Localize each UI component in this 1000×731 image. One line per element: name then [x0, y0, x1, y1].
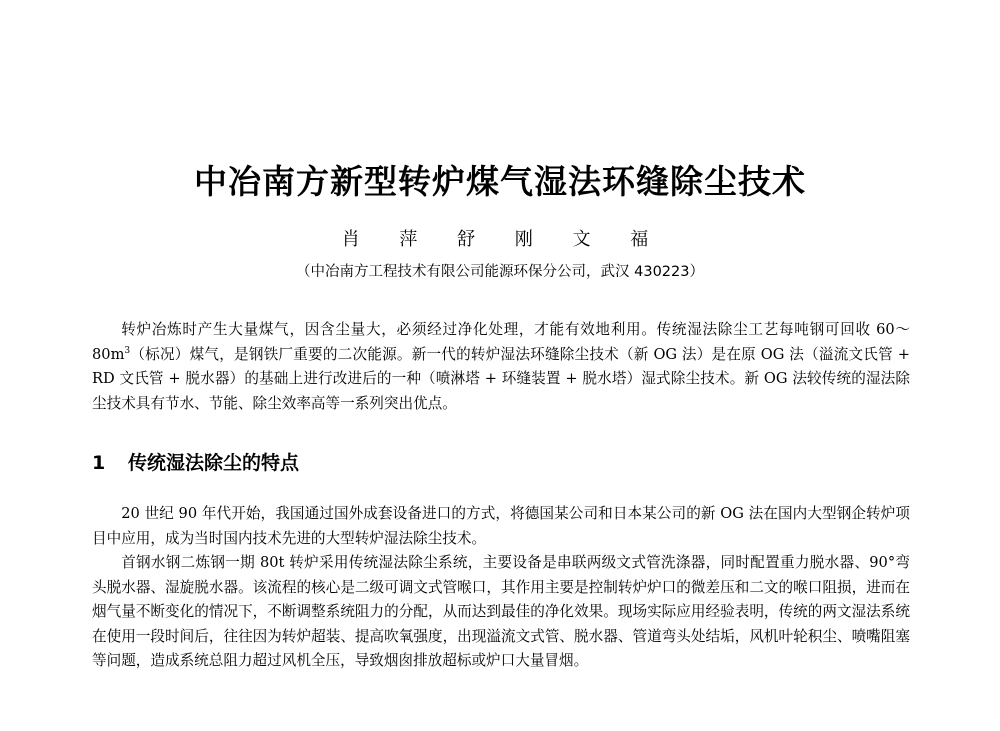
- section-title: 传统湿法除尘的特点: [128, 452, 300, 474]
- section-heading: [92, 450, 299, 476]
- abstract-text-part2: （标况）煤气，是钢铁厂重要的二次能源。新一代的转炉湿法环缝除尘技术（新 OG 法）是在原 OG 法（溢流文氏管 + RD 文氏管 + 脱水器）的基础上进行改进后的一种（喷淋塔 + 环缝装置 + 脱水塔）湿式除尘技术。新 OG 法较传统的湿法除尘技术具有节水、节能、除尘效率高等一系列突出优点。: [92, 345, 910, 412]
- paper-title: 中冶南方新型转炉煤气湿法环缝除尘技术: [194, 162, 806, 201]
- body-paragraph-2: 首钢水钢二炼钢一期 80t 转炉采用传统湿法除尘系统，主要设备是串联两级文式管洗涤器，同时配置重力脱水器、90°弯头脱水器、湿旋脱水器。该流程的核心是二级可调文式管喉口，其作用主要是控制转炉炉口的微差压和二文的喉口阻损，进而在烟气量不断变化的情况下，不断调整系统阻力的分配，从而达到最佳的净化效果。现场实际应用经验表明，传统的两文湿法系统在使用一段时间后，往往因为转炉超装、提高吹氧强度，出现溢流文式管、脱水器、管道弯头处结垢，风机叶轮积尘、喷嘴阻塞等问题，造成系统总阻力超过风机全压，导致烟囱排放超标或炉口大量冒烟。: [92, 554, 910, 670]
- abstract-superscript: 3: [124, 345, 131, 356]
- paper-affiliation: （中冶南方工程技术有限公司能源环保分公司，武汉 430223）: [296, 264, 704, 280]
- body-paragraph-1: 20 世纪 90 年代开始，我国通过国外成套设备进口的方式，将德国某公司和日本某公司的新 OG 法在国内大型钢企转炉项目中应用，成为当时国内技术先进的大型转炉湿法除尘技术。: [92, 505, 910, 547]
- abstract-text-part1: 转炉冶炼时产生大量煤气，因含尘量大，必须经过净化处理，才能有效地利用。传统湿法除尘工艺每吨钢可回收 60～80m: [92, 321, 910, 363]
- section-number: 1: [92, 452, 106, 474]
- abstract-paragraph: [92, 318, 910, 416]
- paper-authors: 肖 萍 舒 刚 文 福: [341, 229, 659, 250]
